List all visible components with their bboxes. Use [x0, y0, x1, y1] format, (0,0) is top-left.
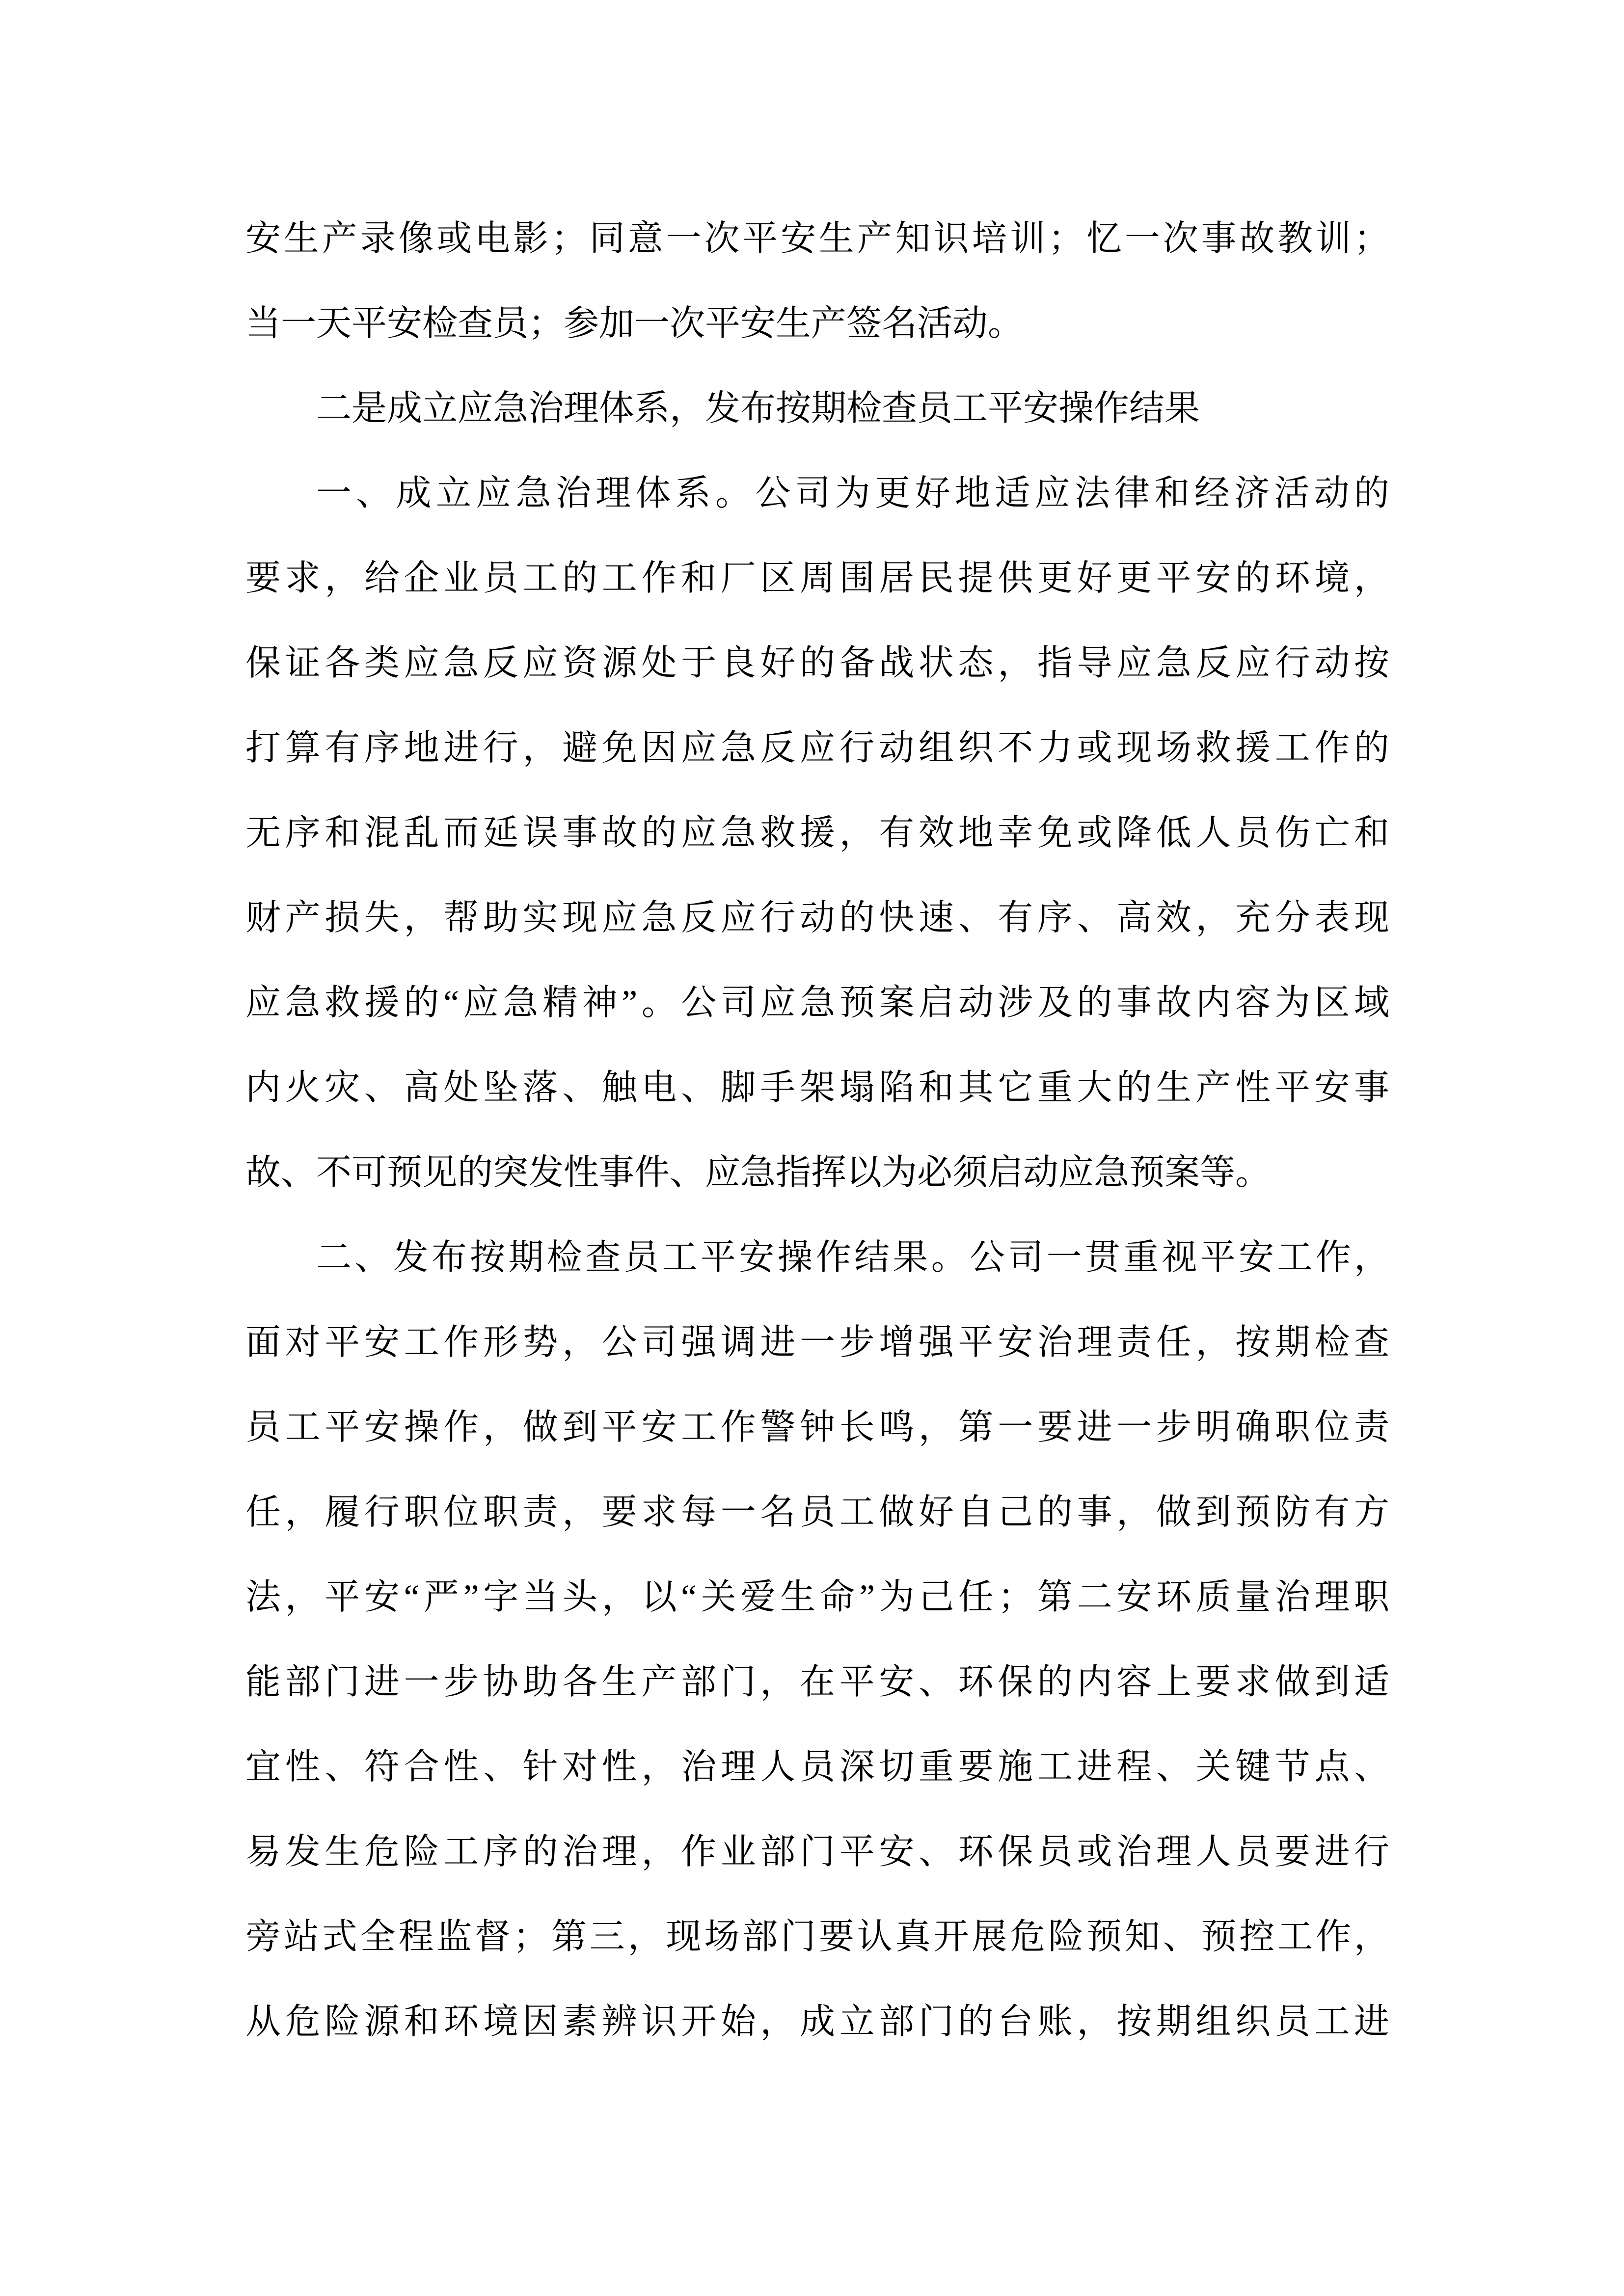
text-line: 故、不可预见的突发性事件、应急指挥以为必须启动应急预案等。	[245, 1153, 1271, 1192]
text-line: 无序和混乱而延误事故的应急救援，有效地幸免或降低人员伤亡和	[245, 813, 1389, 853]
text-line: 从危险源和环境因素辨识开始，成立部门的台账，按期组织员工进	[245, 2002, 1389, 2041]
text-line: 宜性、符合性、针对性，治理人员深切重要施工进程、关键节点、	[245, 1747, 1389, 1787]
text-line: 应急救援的“应急精神”。公司应急预案启动涉及的事故内容为区域	[245, 983, 1389, 1022]
text-line: 财产损失，帮助实现应急反应行动的快速、有序、高效，充分表现	[245, 898, 1389, 937]
text-line: 二是成立应急治理体系，发布按期检查员工平安操作结果	[316, 389, 1200, 428]
text-line: 保证各类应急反应资源处于良好的备战状态，指导应急反应行动按	[245, 643, 1389, 683]
text-line: 一、成立应急治理体系。公司为更好地适应法律和经济活动的	[316, 474, 1389, 513]
text-line: 面对平安工作形势，公司强调进一步增强平安治理责任，按期检查	[245, 1323, 1389, 1362]
text-line: 打算有序地进行，避免因应急反应行动组织不力或现场救援工作的	[245, 728, 1389, 768]
text-line: 二、发布按期检查员工平安操作结果。公司一贯重视平安工作，	[316, 1238, 1389, 1277]
text-line: 内火灾、高处坠落、触电、脚手架塌陷和其它重大的生产性平安事	[245, 1068, 1389, 1107]
text-line: 任，履行职位职责，要求每一名员工做好自己的事，做到预防有方	[245, 1493, 1389, 1532]
text-line: 旁站式全程监督；第三，现场部门要认真开展危险预知、预控工作，	[245, 1917, 1389, 1956]
text-line: 易发生危险工序的治理，作业部门平安、环保员或治理人员要进行	[245, 1832, 1389, 1871]
text-line: 法，平安“严”字当头，以“关爱生命”为己任；第二安环质量治理职	[245, 1577, 1389, 1617]
text-line: 安生产录像或电影；同意一次平安生产知识培训；忆一次事故教训；	[245, 219, 1389, 258]
document-body-text	[245, 196, 1389, 2064]
text-line: 当一天平安检查员；参加一次平安生产签名活动。	[245, 304, 1024, 343]
text-line: 员工平安操作，做到平安工作警钟长鸣，第一要进一步明确职位责	[245, 1408, 1389, 1447]
text-line: 要求，给企业员工的工作和厂区周围居民提供更好更平安的环境，	[245, 559, 1389, 598]
text-line: 能部门进一步协助各生产部门，在平安、环保的内容上要求做到适	[245, 1662, 1389, 1702]
